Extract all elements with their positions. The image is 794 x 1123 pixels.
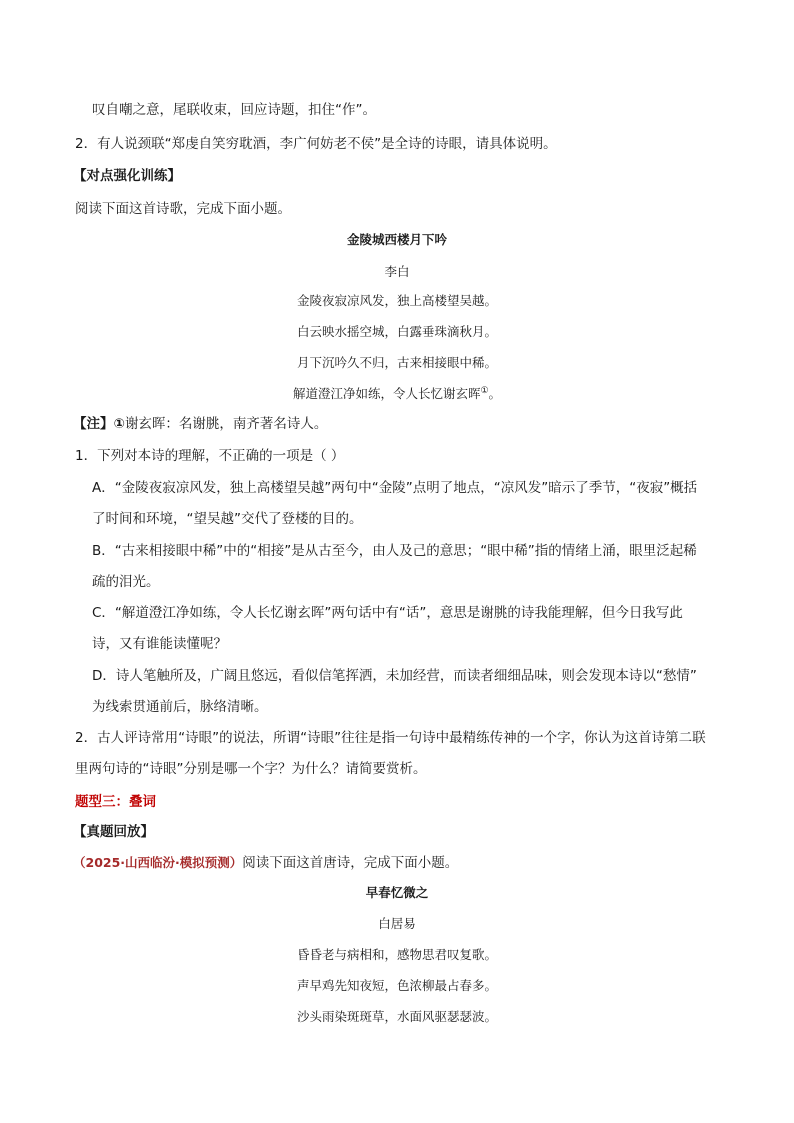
note-text: 谢玄晖：名谢朓，南齐著名诗人。: [124, 416, 328, 432]
section-subheading: 【真题回放】: [73, 824, 154, 840]
poem2-line: 沙头雨染斑斑草，水面风驱瑟瑟波。: [296, 1009, 497, 1024]
question-2-line2: 里两句诗的“诗眼”分别是哪一个字？为什么？请简要赏析。: [75, 761, 427, 777]
option-c-cont: 诗，又有谁能读懂呢？: [92, 636, 227, 652]
poem2-line: 昏昏老与病相和，感物思君叹复歌。: [296, 947, 497, 962]
note-mark: ①: [113, 416, 125, 432]
poem-line: 金陵夜寂凉风发，独上高楼望吴越。: [296, 293, 497, 308]
option-b: B．“古来相接眼中稀”中的“相接”是从古至今，由人及己的意思；“眼中稀”指的情绪上涌，眼里泛起稀: [92, 543, 697, 559]
answer-continuation: 叹自嘲之意，尾联收束，回应诗题，扣住“作”。: [92, 102, 376, 118]
question-2-prev: 2．有人说颈联“郑虔自笑穷耽酒，李广何妨老不侯”是全诗的诗眼，请具体说明。: [75, 136, 557, 152]
reading-instruction: 阅读下面这首诗歌，完成下面小题。: [75, 201, 291, 217]
poem2-title: 早春忆微之: [365, 885, 429, 900]
training-heading: 【对点强化训练】: [73, 168, 181, 184]
poem-line-punct: 。: [488, 386, 502, 401]
poem2-author: 白居易: [378, 916, 416, 931]
footnote-mark: ①: [480, 385, 489, 396]
poem-line-text: 解道澄江净如练，令人长忆谢玄晖: [292, 386, 481, 401]
poem-note: [73, 414, 327, 434]
source-line: [73, 853, 458, 873]
option-a: A．“金陵夜寂凉风发，独上高楼望吴越”两句中“金陵”点明了地点，“凉风发”暗示了季节，“夜寂”概括: [92, 480, 698, 496]
source-tag: （2025·山西临汾·模拟预测）: [73, 855, 243, 870]
question-2-line1: 2．古人评诗常用“诗眼”的说法，所谓“诗眼”往往是指一句诗中最精练传神的一个字，你认为这首诗第二联: [75, 730, 706, 746]
option-d-cont: 为线索贯通前后，脉络清晰。: [92, 699, 268, 715]
section-title: 题型三：叠词: [75, 794, 156, 810]
poem-line: 白云映水摇空城，白露垂珠滴秋月。: [296, 324, 497, 339]
note-label: 【注】: [73, 416, 114, 432]
option-c: C．“解道澄江净如练，令人长忆谢玄晖”两句话中有“话”，意思是谢朓的诗我能理解，但今日我写此: [92, 605, 683, 621]
poem-line: 月下沉吟久不归，古来相接眼中稀。: [296, 355, 497, 370]
question-1-stem: 1．下列对本诗的理解，不正确的一项是（ ）: [75, 448, 345, 464]
poem-author: 李白: [384, 264, 410, 279]
source-text: 阅读下面这首唐诗，完成下面小题。: [242, 855, 459, 871]
poem-line-last: [0, 384, 794, 404]
option-b-cont: 疏的泪光。: [92, 574, 160, 590]
option-a-cont: 了时间和环境，“望吴越”交代了登楼的目的。: [92, 511, 363, 527]
poem2-line: 声早鸡先知夜短，色浓柳最占春多。: [296, 978, 497, 993]
poem-title: 金陵城西楼月下吟: [346, 232, 447, 247]
option-d: D．诗人笔触所及，广阔且悠远，看似信笔挥洒，未加经营，而读者细细品味，则会发现本诗以“愁情”: [92, 668, 697, 684]
